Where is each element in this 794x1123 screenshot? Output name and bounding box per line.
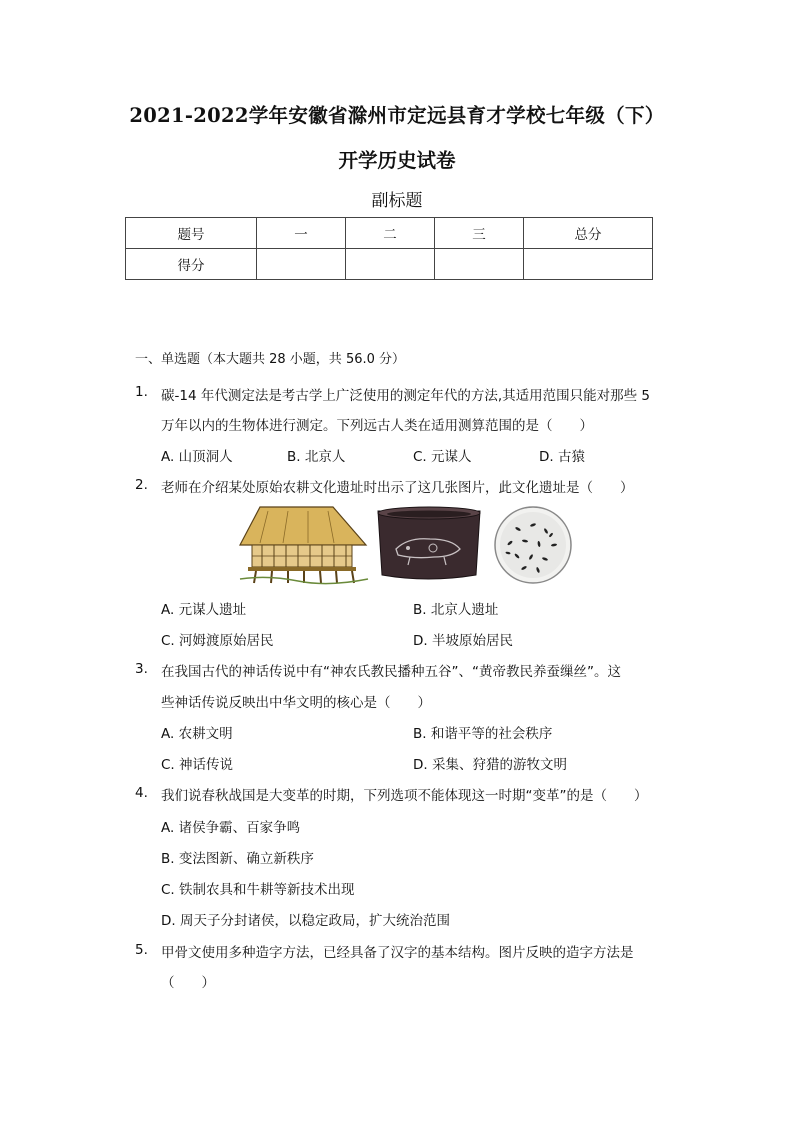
score-table-header-row bbox=[126, 218, 653, 249]
rice-grains-image bbox=[495, 507, 571, 583]
score-cell-part-1 bbox=[257, 249, 346, 280]
question-3-option-c: C. 神话传说 bbox=[161, 757, 234, 773]
question-5-number: 5. bbox=[135, 942, 148, 958]
question-4-option-b: B. 变法图新、确立新秩序 bbox=[161, 851, 314, 867]
score-cell-total bbox=[524, 249, 653, 280]
question-1-option-a: A. 山顶洞人 bbox=[161, 449, 233, 465]
section-title: 一、单选题（本大题共 28 小题，共 56.0 分） bbox=[135, 352, 406, 367]
question-2-images bbox=[238, 505, 578, 585]
stilt-house-image bbox=[240, 507, 368, 584]
header-cell-question-no: 题号 bbox=[126, 218, 257, 249]
score-table-score-row bbox=[126, 249, 653, 280]
exam-title-line1: 2021-2022学年安徽省滁州市定远县育才学校七年级（下） bbox=[129, 104, 665, 127]
header-cell-part-2: 二 bbox=[346, 218, 435, 249]
exam-title-line2: 开学历史试卷 bbox=[338, 149, 456, 172]
question-3-option-b: B. 和谐平等的社会秩序 bbox=[413, 726, 553, 742]
question-3-number: 3. bbox=[135, 661, 148, 677]
question-1-option-c: C. 元谋人 bbox=[413, 449, 472, 465]
question-3-line2: 些神话传说反映出中华文明的核心是（ ） bbox=[161, 695, 431, 711]
score-cell-part-3 bbox=[435, 249, 524, 280]
question-4-option-c: C. 铁制农具和牛耕等新技术出现 bbox=[161, 882, 355, 898]
question-1-line1: 碳-14 年代测定法是考古学上广泛使用的测定年代的方法,其适用范围只能对那些 5 bbox=[161, 388, 651, 404]
question-2-option-c: C. 河姆渡原始居民 bbox=[161, 633, 274, 649]
score-table bbox=[125, 217, 653, 280]
question-2-option-b: B. 北京人遗址 bbox=[413, 602, 499, 618]
question-2-option-a: A. 元谋人遗址 bbox=[161, 602, 247, 618]
score-row-label: 得分 bbox=[126, 249, 257, 280]
question-1-option-b: B. 北京人 bbox=[287, 449, 346, 465]
header-cell-total: 总分 bbox=[524, 218, 653, 249]
question-1-option-d: D. 古猿 bbox=[539, 449, 585, 465]
question-5-line1: 甲骨文使用多种造字方法，已经具备了汉字的基本结构。图片反映的造字方法是 bbox=[161, 945, 634, 961]
question-1-line2: 万年以内的生物体进行测定。下列远古人类在适用测算范围的是（ ） bbox=[161, 418, 593, 434]
question-4-option-d: D. 周天子分封诸侯，以稳定政局，扩大统治范围 bbox=[161, 913, 450, 929]
header-cell-part-1: 一 bbox=[257, 218, 346, 249]
question-3-option-d: D. 采集、狩猎的游牧文明 bbox=[413, 757, 567, 773]
question-3-option-a: A. 农耕文明 bbox=[161, 726, 233, 742]
exam-subtitle: 副标题 bbox=[371, 191, 423, 211]
question-4-line1: 我们说春秋战国是大变革的时期，下列选项不能体现这一时期“变革”的是（ ） bbox=[161, 788, 648, 804]
score-cell-part-2 bbox=[346, 249, 435, 280]
question-4-number: 4. bbox=[135, 785, 148, 801]
question-2-option-d: D. 半坡原始居民 bbox=[413, 633, 513, 649]
question-3-line1: 在我国古代的神话传说中有“神农氏教民播种五谷”、“黄帝教民养蚕缫丝”。这 bbox=[161, 664, 621, 680]
question-5-line2: （ ） bbox=[161, 975, 215, 991]
question-2-number: 2. bbox=[135, 477, 148, 493]
header-cell-part-3: 三 bbox=[435, 218, 524, 249]
question-4-option-a: A. 诸侯争霸、百家争鸣 bbox=[161, 820, 301, 836]
question-2-line1: 老师在介绍某处原始农耕文化遗址时出示了这几张图片，此文化遗址是（ ） bbox=[161, 480, 634, 496]
question-1-number: 1. bbox=[135, 384, 148, 400]
pottery-pig-bowl-image bbox=[378, 507, 480, 579]
